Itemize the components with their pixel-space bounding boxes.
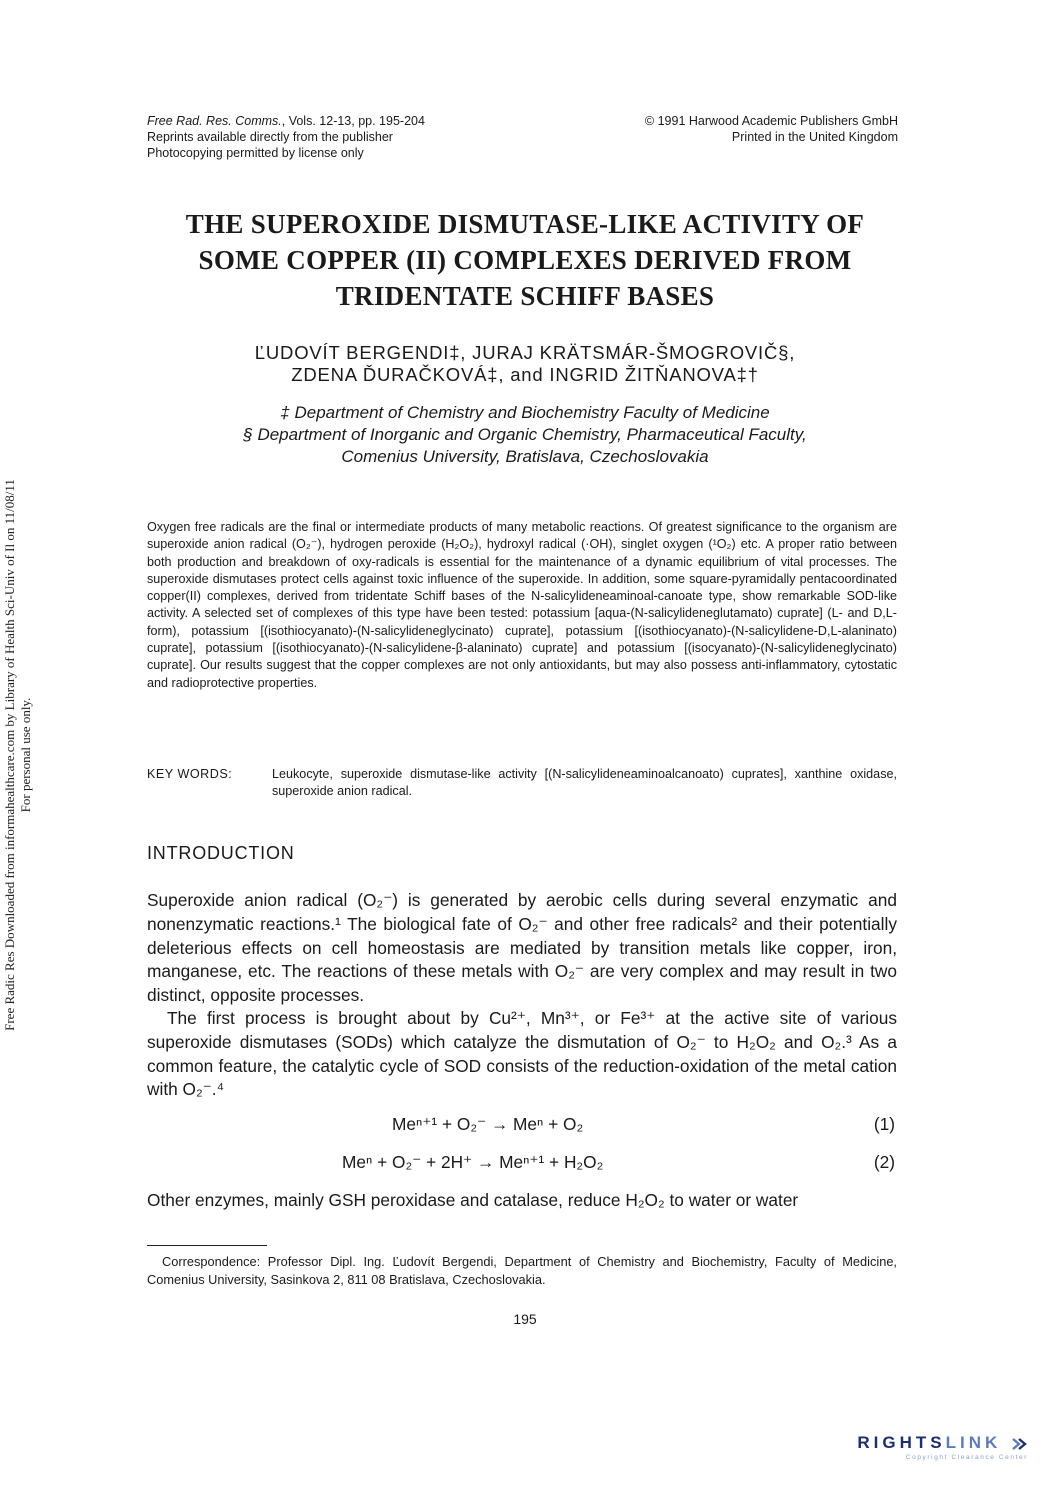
download-note-line1: Free Radic Res Downloaded from informahealthcare.com by Library of Health Sci-Univ of Il on 11/08/11 [2, 479, 17, 1031]
download-note-line2: For personal use only. [18, 697, 33, 813]
equation-number: (1) [873, 1114, 895, 1134]
section-heading: INTRODUCTION [147, 843, 295, 863]
copyright-line: © 1991 Harwood Academic Publishers GmbH [644, 114, 898, 128]
affiliation-line: Comenius University, Bratislava, Czechoslovakia [341, 447, 709, 466]
body-paragraph: Superoxide anion radical (O₂⁻) is generated by aerobic cells during several enzymatic and nonenzymatic reactions.¹ The biological fate of O₂⁻ and other free radicals² and their potentially deleterious effects on cell homeostasis are mediated by transition metals like copper, iron, manganese, etc. The reactions of these metals with O₂⁻ are very complex and may result in two distinct, opposite processes. [147, 890, 897, 1006]
rightslink-logo[interactable] [857, 1433, 1028, 1461]
rightslink-arrow-icon [1010, 1436, 1028, 1452]
keywords-text: Leukocyte, superoxide dismutase-like activity [(N-salicylideneaminoalcanoato) cuprates], xanthine oxidase, superoxide anion radical. [272, 767, 897, 799]
abstract: Oxygen free radicals are the final or intermediate products of many metabolic reactions. Of greatest significance to the organism are superoxide anion radical (O₂⁻), hydrogen peroxide (H₂O₂), hydroxyl radical (·OH), singlet oxygen (¹O₂) etc. A proper ratio between both production and breakdown of oxy-radicals is essential for the maintenance of a dynamic equilibrium of vital processes. The superoxide dismutases protect cells against toxic influence of the superoxide. In addition, some square-pyramidally pentacoordinated copper(II) complexes, derived from tridentate Schiff bases of the N-salicylideneaminoal-canoate type, show remarkable SOD-like activity. A selected set of complexes of this type have been tested: potassium [aqua-(N-salicylideneglutamato) cuprate] (L- and D,L-form), potassium [(isothiocyanato)-(N-salicylideneglycinato) cuprate], potassium [(isothiocyanato)-(N-salicylidene-D,L-alaninato) cuprate], potassium [(isothiocyanato)-(N-salicylidene-β-alaninato) cuprate] and potassium [(isocyanato)-(N-salicylideneglycinato) cuprate]. Our results suggest that the copper complexes are not only antioxidants, but may also possess anti-inflammatory, cytostatic and radioprotective properties. [147, 520, 897, 690]
title-line: THE SUPEROXIDE DISMUTASE-LIKE ACTIVITY OF [185, 209, 865, 239]
rightslink-word-link: LINK [945, 1433, 1002, 1452]
download-watermark [2, 395, 34, 1115]
author-line: ZDENA ĎURAČKOVÁ‡, and INGRID ŽITŇANOVA‡† [291, 364, 759, 385]
title-line: SOME COPPER (II) COMPLEXES DERIVED FROM [198, 245, 852, 275]
correspondence-footnote: Correspondence: Professor Dipl. Ing. Ľudovít Bergendi, Department of Chemistry and Biochemistry, Faculty of Medicine, Comenius University, Sasinkova 2, 811 08 Bratislava, Czechoslovakia. [147, 1254, 897, 1287]
equation-1: Meⁿ⁺¹ + O₂⁻ → Meⁿ + O₂ [392, 1114, 584, 1134]
title-line: TRIDENTATE SCHIFF BASES [335, 281, 715, 311]
body-paragraph: The first process is brought about by Cu²⁺, Mn³⁺, or Fe³⁺ at the active site of various superoxide dismutases (SODs) which catalyze the dismutation of O₂⁻ to H₂O₂ and O₂.³ As a common feature, the catalytic cycle of SOD consists of the reduction-oxidation of the metal cation with O₂⁻.⁴ [147, 1008, 897, 1100]
header-copyright [645, 113, 898, 145]
rightslink-tagline: Copyright Clearance Center [905, 1454, 1028, 1461]
keywords-label: KEY WORDS: [147, 767, 233, 781]
body-paragraph: Other enzymes, mainly GSH peroxidase and catalase, reduce H₂O₂ to water or water [147, 1190, 799, 1210]
rightslink-word-rights: RIGHTS [857, 1433, 946, 1452]
affiliation-line: § Department of Inorganic and Organic Chemistry, Pharmaceutical Faculty, [243, 425, 807, 444]
footnote-rule [147, 1245, 267, 1246]
reprints-note: Reprints available directly from the publisher [147, 130, 393, 144]
volume-pages: , Vols. 12-13, pp. 195-204 [281, 114, 425, 128]
equation-2: Meⁿ + O₂⁻ + 2H⁺ → Meⁿ⁺¹ + H₂O₂ [342, 1152, 604, 1172]
author-line: ĽUDOVÍT BERGENDI‡, JURAJ KRÄTSMÁR-ŠMOGROVIČ§, [254, 342, 796, 363]
affiliations [120, 402, 930, 468]
paper-title [120, 206, 930, 314]
printed-line: Printed in the United Kingdom [731, 130, 898, 144]
equation-number: (2) [873, 1152, 895, 1172]
header-citation [147, 113, 425, 161]
journal-name: Free Rad. Res. Comms. [147, 114, 282, 128]
affiliation-line: ‡ Department of Chemistry and Biochemistry Faculty of Medicine [280, 403, 770, 422]
photocopy-note: Photocopying permitted by license only [147, 146, 364, 160]
author-list [120, 342, 930, 386]
page-number: 195 [513, 1311, 537, 1327]
keywords [147, 766, 897, 801]
